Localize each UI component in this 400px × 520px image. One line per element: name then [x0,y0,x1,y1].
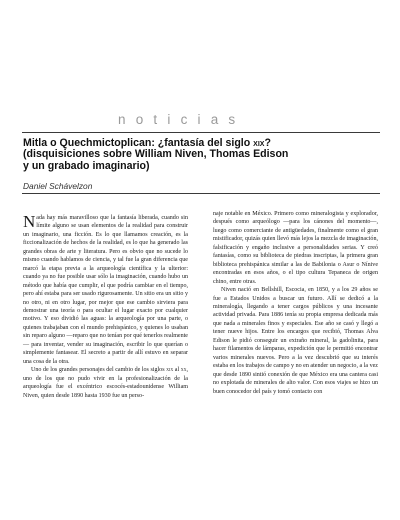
drop-cap: N [23,212,36,231]
title-line-1: Mitla o Quechmictoplican: ¿fantasía del siglo xix? [23,137,271,149]
title-line-2: (disquisiciones sobre William Niven, Thomas Edison [23,148,289,161]
top-rule [22,132,380,133]
section-header: noticias [118,112,246,127]
paragraph: Nada hay más maravilloso que la fantasía liberada, cuando sin límite alguno se usan elementos de la realidad para construir un imaginario, una ficción. Es lo que llamamos creación, es la ficcionalización de hechos de la realidad, es lo que ha generado las grandes obras de arte y literatura. Pero es obvio que no sucede lo mismo cuando hablamos de ciencia, y tal fue la gran diferencia que marcó la etapa previa a la arqueología científica y la ulterior: cuando ya no fue posible usar sólo la imaginación, cuando hubo un método que había que cumplir, el que podría cambiar en el tiempo, pero ahí estaba para ser usado rigurosamente. Un sitio era un sitio y no otro, ni en otro lugar, por mejor que ese cambio sirviera para demostrar una teoría o para ocultar el lugar exacto por cualquier motivo. Y eso dividió las aguas: la arqueología por una parte, o quienes trabajaban con el mundo prehispánico, y quienes lo usaban sin reparo alguno —reparo que no tenían por qué tenerlos realmente— para inventar, vender su imaginación, escribir lo que querían o simplemente fantasear. El secreto a partir de allí estuvo en separar una cosa de la otra. [23,212,188,365]
title-line-3: y un grabado imaginario) [23,159,150,172]
article-title [23,138,383,172]
right-column [213,210,378,396]
paragraph: Niven nació en Bellshill, Escocia, en 1850, y a los 29 años se fue a Estados Unidos a buscar un futuro. Allí se dedicó a la mineralogía, llegando a tener cargos públicos y una incesante actividad privada. Para 1886 tenía su propia empresa dedicada más que nada a minerales finos y especiales. Ese año se casó y llegó a tener nueve hijos. Entre los encargos que recibió, Thomas Alva Edison le pidió conseguir un extraño mineral, la gadolinita, para hacer filamentos de lámparas, expedición que le permitió encontrar varios minerales nuevos. Pero a la vez descubrió que su interés estaba en los trabajos de campo y no en atender un negocio, a la vez que desde 1890 sintió conexión de que México era una cantera casi no explotada de minerales de alto valor. Con esos viajes se hizo un buen conocedor del país y tomó contacto con [213,287,378,395]
author-byline: Daniel Schávelzon [23,181,93,191]
left-column [23,214,188,400]
paragraph: Uno de los grandes personajes del cambio de los siglos xix al xx, uno de los que no pudo vivir en la profesionalización de la arqueología fue el excéntrico escocés-estadounidense William Niven, quien desde 1890 hasta 1930 fue un perso- [23,367,189,399]
byline-rule [22,193,380,194]
paragraph: naje notable en México. Primero como mineralogista y explorador, después como arqueólogo —para los cánones del momento—, luego como comerciante de antigüedades, finalmente como el gran mistificador, quizás quien llevó más lejos la mezcla de imaginación, falsificación y engaño inclusive a personalidades serias. Y creó fantasías, como su biblioteca de piedras inscriptas, la primera gran biblioteca prehispánica similar a las de Babilonia o Asur o Nínive encontradas en esos años, o el tipo cultura Tepaneca de origen chino, entre otras. [213,211,378,285]
